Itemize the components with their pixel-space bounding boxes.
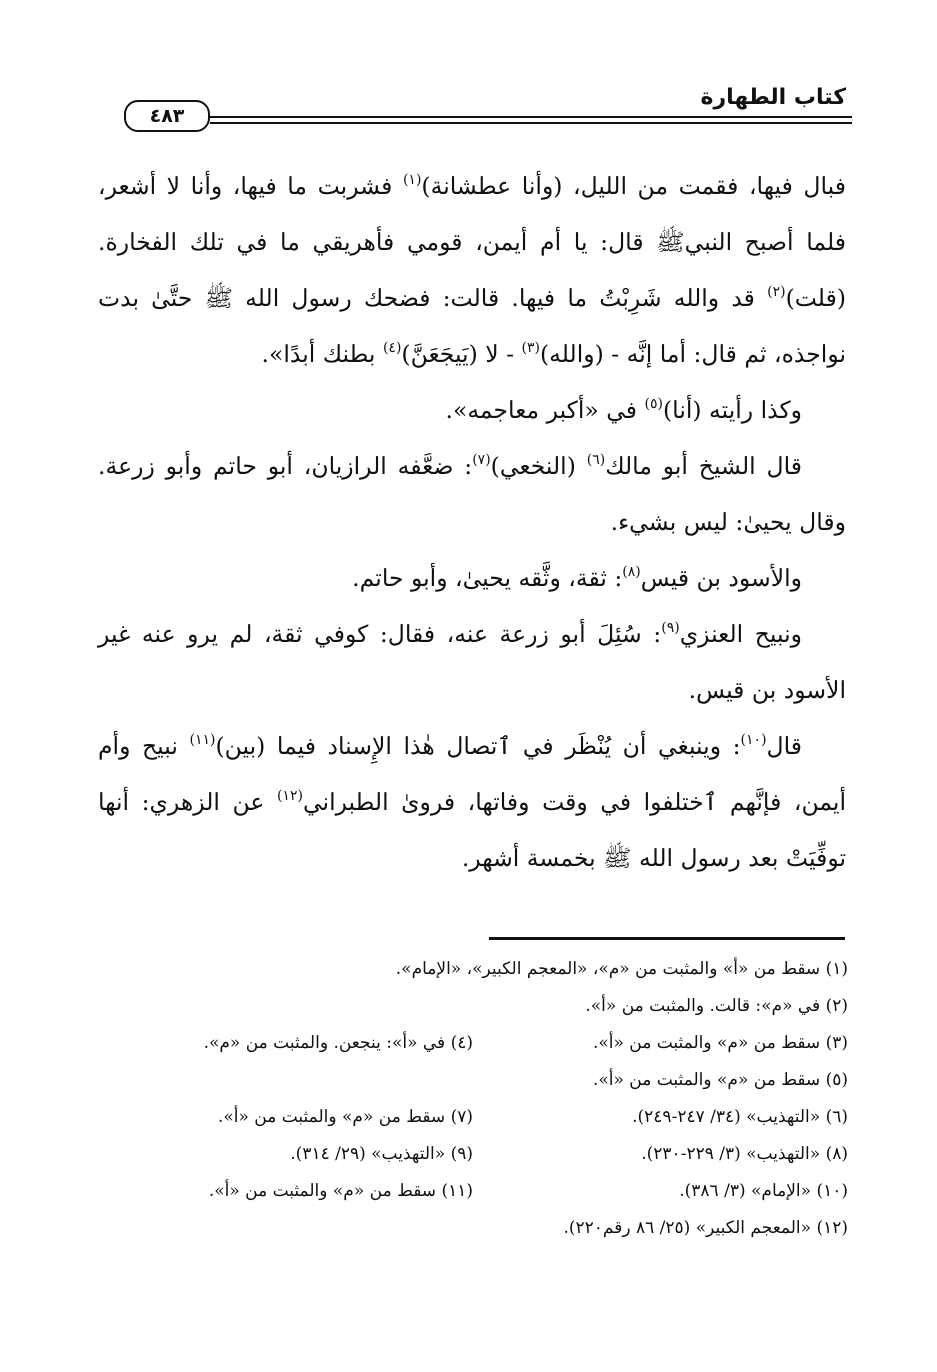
text-run: : وينبغي أن يُنْظَر في ٱتصال هٰذا الإِسناد فيما (بين): [215, 732, 741, 760]
text-run: فشربت ما فيها، وأنا لا أشعر، فلما أصبح النبيﷺ قال: يا أم أيمن، قومي فأهريقي ما في تلك الفخارة. (قلت): [98, 172, 846, 312]
text-run: قال: [766, 732, 802, 760]
footnote-marker: (٣): [521, 340, 540, 356]
footnote: (٧) سقط من «م» والمثبت من «أ».: [217, 1107, 473, 1127]
header-rule-top: [210, 116, 852, 118]
text-run: قال الشيخ أبو مالك: [605, 452, 802, 480]
text-run: نبيح وأم أيمن، فإنَّهم ٱختلفوا في وقت وفاتها، فروىٰ الطبراني: [98, 732, 846, 816]
footnote-marker: (٧): [472, 452, 491, 468]
footnote-row: [98, 988, 848, 1025]
text-run: (النخعي): [490, 452, 587, 480]
book-title: كتاب الطهارة: [700, 85, 846, 110]
text-run: فبال فيها، فقمت من الليل، (وأنا عطشانة): [421, 172, 846, 200]
paragraph: [98, 606, 846, 718]
footnote-marker: (١٠): [740, 732, 767, 748]
footnote-marker: (٦): [586, 452, 606, 468]
text-run: في «أكبر معاجمه».: [445, 396, 645, 424]
footnote: (٣) سقط من «م» والمثبت من «أ».: [592, 1033, 848, 1053]
footnote-row: [98, 1025, 848, 1062]
footnote-marker: (٩): [661, 620, 680, 636]
footnote: (٩) «التهذيب» (٢٩/ ٣١٤).: [290, 1144, 473, 1164]
page-header: [92, 82, 852, 132]
text-run: بطنك أبدًا».: [261, 340, 383, 368]
text-run: : سُئِلَ أبو زرعة عنه، فقال: كوفي ثقة، لم يرو عنه غير الأسود بن قيس.: [98, 620, 846, 704]
footnote-marker: (١): [402, 172, 422, 188]
footnote-marker: (٢): [767, 284, 786, 300]
footnote: (٤) في «أ»: ينجعن. والمثبت من «م».: [203, 1033, 473, 1053]
footnote-marker: (٨): [622, 564, 641, 580]
footnote-marker: (٤): [382, 340, 402, 356]
paragraph: [98, 550, 846, 606]
footnote: (٥) سقط من «م» والمثبت من «أ».: [592, 1070, 848, 1090]
paragraph: [98, 718, 846, 886]
main-text: [98, 158, 846, 886]
text-run: : ثقة، وثَّقه يحيىٰ، وأبو حاتم.: [352, 564, 623, 592]
text-run: : ضعَّفه الرازيان، أبو حاتم وأبو زرعة. وقال يحيىٰ: ليس بشيء.: [98, 452, 846, 536]
footnote-separator: [489, 937, 845, 940]
footnote-row: [98, 1136, 848, 1173]
text-run: قد والله شَرِبْتُ ما فيها. قالت: فضحك رسول الله ﷺ حتَّىٰ بدت نواجذه، ثم قال: أما إنَّه - (والله): [98, 284, 846, 368]
footnote: (٢) في «م»: قالت. والمثبت من «أ».: [585, 996, 848, 1016]
text-run: - لا (يَيجَعَنَّ): [401, 340, 522, 368]
footnote-row: [98, 951, 848, 988]
text-run: وكذا رأيته (أنا): [662, 396, 802, 424]
footnote-row: [98, 1099, 848, 1136]
footnote-row: [98, 1062, 848, 1099]
footnote-row: [98, 1173, 848, 1210]
page-number: ٤٨٣: [124, 100, 210, 132]
text-run: عن الزهري: أنها توفِّيَتْ بعد رسول الله ﷺ بخمسة أشهر.: [98, 788, 846, 872]
paragraph: [98, 382, 846, 438]
footnote-marker: (٥): [644, 396, 663, 412]
footnotes: [98, 951, 848, 1247]
header-rule-left-bottom: [822, 122, 852, 124]
footnote: (١) سقط من «أ» والمثبت من «م»، «المعجم الكبير»، «الإمام».: [395, 959, 848, 979]
text-run: والأسود بن قيس: [640, 564, 802, 592]
paragraph: [98, 438, 846, 550]
footnote: (١٠) «الإمام» (٣/ ٣٨٦).: [679, 1181, 848, 1201]
footnote-marker: (١٢): [276, 788, 303, 804]
header-rule-bottom: [210, 122, 852, 124]
footnote: (٨) «التهذيب» (٣/ ٢٢٩-٢٣٠).: [641, 1144, 848, 1164]
paragraph: [98, 158, 846, 382]
footnote: (٦) «التهذيب» (٣٤/ ٢٤٧-٢٤٩).: [632, 1107, 848, 1127]
header-rule-left-top: [822, 116, 852, 118]
footnote: (١٢) «المعجم الكبير» (٢٥/ ٨٦ رقم٢٢٠).: [563, 1218, 848, 1238]
text-run: ونبيح العنزي: [679, 620, 802, 648]
footnote-marker: (١١): [189, 732, 216, 748]
footnote-row: [98, 1210, 848, 1247]
footnote: (١١) سقط من «م» والمثبت من «أ».: [208, 1181, 473, 1201]
